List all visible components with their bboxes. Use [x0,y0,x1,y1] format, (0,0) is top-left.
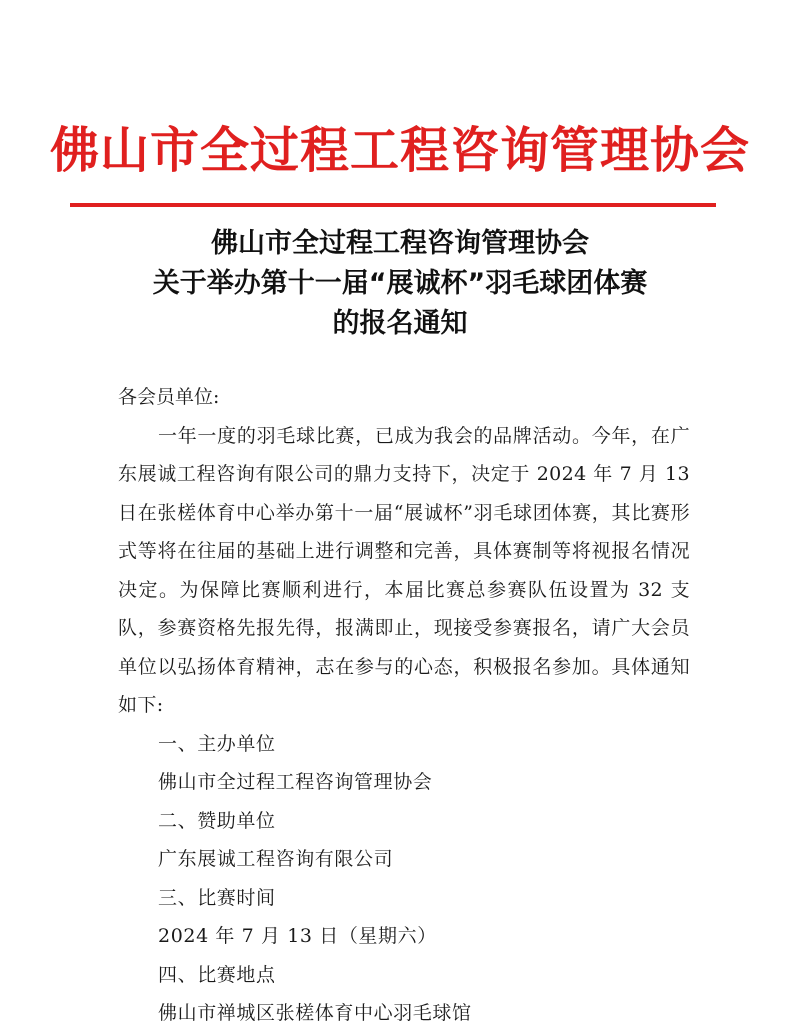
section-1-content: 佛山市全过程工程咨询管理协会 [158,771,433,793]
section-2-heading: 二、赞助单位 [158,809,276,832]
title-line-3: 的报名通知 [332,308,468,339]
salutation: 各会员单位: [118,386,220,408]
letterhead-org-name: 佛山市全过程工程咨询管理协会 [49,122,750,179]
intro-paragraph: 一年一度的羽毛球比赛，已成为我会的品牌活动。今年，在广东展诚工程咨询有限公司的鼎力支持下，决定于 2024 年 7 月 13 日在张槎体育中心举办第十一届“展诚杯”羽毛球团体赛，其比赛形式等将在往届的基础上进行调整和完善，具体赛制等将视报名情况决定。为保障比赛顺利进行，本届比赛总参赛队伍设置为 32 支队，参赛资格先报先得，报满即止，现接受参赛报名，请广大会员单位以弘扬体育精神，志在参与的心态，积极报名参加。具体通知如下: [118,424,690,716]
section-4-content: 佛山市禅城区张槎体育中心羽毛球馆 [158,1002,472,1024]
document-body [118,378,690,1033]
section-3-heading: 三、比赛时间 [158,886,276,909]
letterhead-red-rule [70,203,716,207]
title-line-2: 关于举办第十一届“展诚杯”羽毛球团体赛 [152,268,648,299]
section-3-content: 2024 年 7 月 13 日（星期六） [158,925,437,947]
section-4-heading: 四、比赛地点 [158,963,276,986]
section-2-content: 广东展诚工程咨询有限公司 [158,848,394,870]
document-title [0,224,800,344]
title-line-1: 佛山市全过程工程咨询管理协会 [211,228,589,259]
section-1-heading: 一、主办单位 [158,732,276,755]
